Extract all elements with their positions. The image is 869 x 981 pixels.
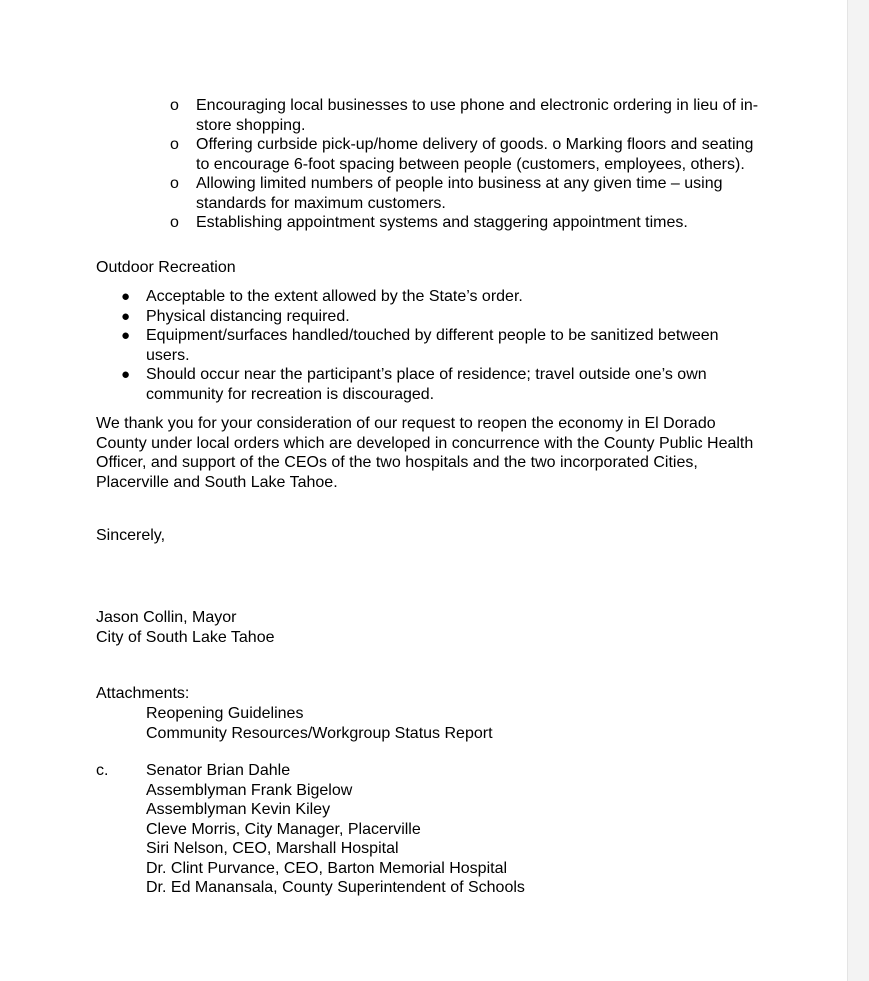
bullet-list-item-text: Equipment/surfaces handled/touched by different people to be sanitized between users.	[146, 327, 719, 364]
bullet-icon: ●	[121, 327, 131, 344]
business-measures-sub-list	[170, 96, 760, 233]
bullet-list-item	[120, 287, 760, 307]
bullet-icon: ●	[121, 288, 131, 305]
bullet-list-item	[120, 365, 760, 404]
cc-label: c.	[96, 762, 109, 779]
sub-list-item	[170, 174, 760, 213]
signer-organization: City of South Lake Tahoe	[96, 628, 275, 646]
attachment-item: Reopening Guidelines	[146, 705, 304, 722]
sub-list-item-text: Offering curbside pick-up/home delivery of goods. o Marking floors and seating to encourage 6-foot spacing between people (customers, employees, others).	[196, 136, 754, 173]
sub-bullet-marker: o	[170, 214, 179, 231]
cc-recipient: Cleve Morris, City Manager, Placerville	[146, 820, 421, 838]
sub-list-item-text: Encouraging local businesses to use phone and electronic ordering in lieu of in-store shopping.	[196, 97, 759, 134]
cc-recipient: Siri Nelson, CEO, Marshall Hospital	[146, 840, 399, 857]
sub-list-item-text: Establishing appointment systems and staggering appointment times.	[196, 214, 688, 231]
sub-bullet-marker: o	[170, 136, 179, 153]
sub-list-item	[170, 135, 760, 174]
attachments-list	[146, 704, 493, 743]
sub-list-item	[170, 213, 760, 233]
viewer-gutter	[848, 0, 869, 981]
bullet-list-item	[120, 307, 760, 327]
attachment-item: Community Resources/Workgroup Status Report	[146, 724, 493, 742]
bullet-list-item-text: Should occur near the participant’s place of residence; travel outside one’s own community for recreation is discouraged.	[146, 366, 707, 403]
salutation: Sincerely,	[96, 527, 166, 544]
bullet-icon: ●	[121, 307, 131, 325]
sub-bullet-marker: o	[170, 97, 179, 114]
outdoor-recreation-heading: Outdoor Recreation	[96, 259, 236, 276]
sub-bullet-marker: o	[170, 175, 179, 192]
signer-name-title: Jason Collin, Mayor	[96, 609, 237, 626]
outdoor-recreation-list	[120, 287, 760, 404]
cc-recipient: Senator Brian Dahle	[146, 762, 291, 779]
cc-recipient: Dr. Ed Manansala, County Superintendent of Schools	[146, 879, 525, 896]
sub-list-item-text: Allowing limited numbers of people into business at any given time – using standards for maximum customers.	[196, 175, 723, 212]
bullet-icon: ●	[121, 366, 131, 383]
signature-block	[96, 608, 275, 647]
bullet-list-item-text: Physical distancing required.	[146, 307, 350, 325]
bullet-list-item-text: Acceptable to the extent allowed by the State’s order.	[146, 288, 523, 305]
bullet-list-item	[120, 326, 760, 365]
sub-list-item	[170, 96, 760, 135]
closing-paragraph: We thank you for your consideration of our request to reopen the economy in El Dorado County under local orders which are developed in concurrence with the County Public Health Officer, and support of the CEOs of the two hospitals and the two incorporated Cities, Placerville and South Lake Tahoe.	[96, 415, 754, 491]
cc-recipient: Assemblyman Kevin Kiley	[146, 801, 331, 818]
cc-recipient: Assemblyman Frank Bigelow	[146, 781, 353, 799]
cc-recipient-list	[146, 761, 525, 898]
attachments-heading: Attachments:	[96, 685, 190, 702]
cc-recipient: Dr. Clint Purvance, CEO, Barton Memorial Hospital	[146, 859, 508, 877]
